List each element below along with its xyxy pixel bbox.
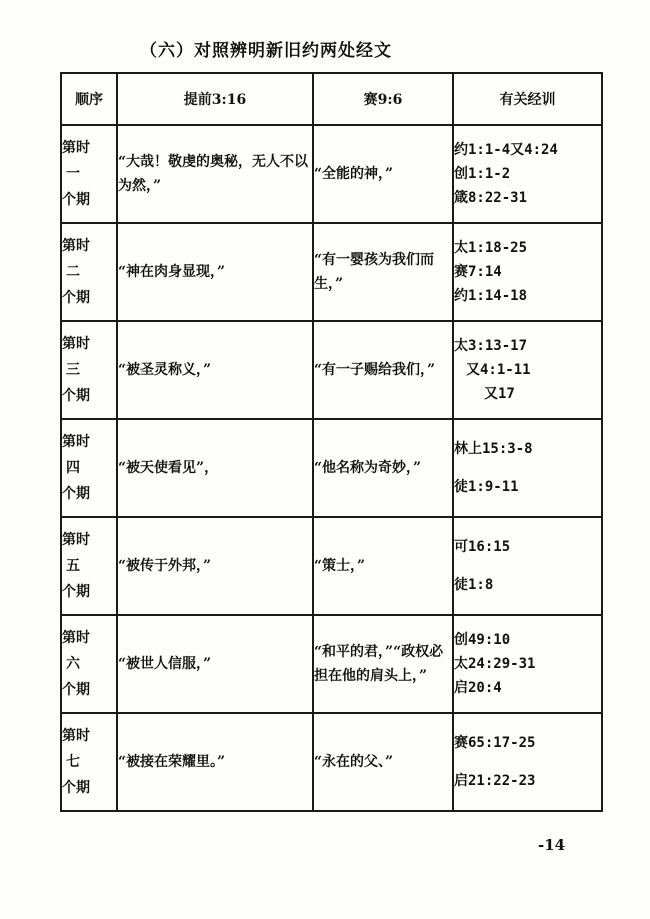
order-line: 第时 xyxy=(62,238,90,254)
order-line: 个期 xyxy=(62,682,90,698)
page-title: （六）对照辨明新旧约两处经文 xyxy=(140,41,392,61)
table-row xyxy=(61,615,602,713)
page-number: -14 xyxy=(538,836,566,854)
order-line: 个期 xyxy=(62,192,90,208)
order-cell xyxy=(61,223,117,321)
isaiah-cell: “他名称为奇妙，” xyxy=(313,419,453,517)
timothy-cell: “被天使看见”， xyxy=(117,419,313,517)
comparison-table xyxy=(60,72,603,812)
order-line: 个期 xyxy=(62,388,90,404)
ref-line: 约1:1-4又4:24 xyxy=(454,142,558,158)
header-refs: 有关经训 xyxy=(453,73,602,125)
table-row xyxy=(61,125,602,223)
header-order: 顺序 xyxy=(61,73,117,125)
ref-line: 赛65:17-25 xyxy=(454,735,536,751)
table-row xyxy=(61,321,602,419)
header-timothy: 提前3:16 xyxy=(117,73,313,125)
order-line: 第时 xyxy=(62,630,90,646)
timothy-cell: “被圣灵称义，” xyxy=(117,321,313,419)
order-cell xyxy=(61,321,117,419)
isaiah-cell: “和平的君，”“政权必担在他的肩头上，” xyxy=(313,615,453,713)
order-line: 二 xyxy=(66,264,80,280)
order-line: 第时 xyxy=(62,434,90,450)
order-line: 个期 xyxy=(62,486,90,502)
ref-line: 太24:29-31 xyxy=(454,656,536,672)
order-line: 一 xyxy=(66,166,80,182)
isaiah-cell: “有一婴孩为我们而生，” xyxy=(313,223,453,321)
ref-line: 太1:18-25 xyxy=(454,240,528,256)
order-line: 三 xyxy=(66,362,80,378)
ref-line: 林上15:3-8 xyxy=(454,441,533,457)
table-row xyxy=(61,223,602,321)
table-row xyxy=(61,419,602,517)
header-isaiah: 赛9:6 xyxy=(313,73,453,125)
refs-cell xyxy=(453,321,602,419)
ref-line: 箴8:22-31 xyxy=(454,190,528,206)
order-line: 个期 xyxy=(62,584,90,600)
ref-line: 赛7:14 xyxy=(454,264,502,280)
timothy-cell: “神在肉身显现，” xyxy=(117,223,313,321)
order-line: 个期 xyxy=(62,780,90,796)
isaiah-cell: “有一子赐给我们，” xyxy=(313,321,453,419)
ref-line: 可16:15 xyxy=(454,539,511,555)
table-header-row xyxy=(61,73,602,125)
order-cell xyxy=(61,125,117,223)
order-cell xyxy=(61,419,117,517)
ref-line: 启21:22-23 xyxy=(454,773,536,789)
table-row xyxy=(61,713,602,811)
timothy-cell: “被接在荣耀里。” xyxy=(117,713,313,811)
isaiah-cell: “全能的神，” xyxy=(313,125,453,223)
ref-line: 约1:14-18 xyxy=(454,288,528,304)
isaiah-cell: “永在的父、” xyxy=(313,713,453,811)
ref-line xyxy=(454,755,601,769)
order-line: 第时 xyxy=(62,728,90,744)
ref-line xyxy=(454,559,601,573)
refs-cell xyxy=(453,223,602,321)
order-line: 第时 xyxy=(62,532,90,548)
refs-cell xyxy=(453,125,602,223)
order-line: 四 xyxy=(66,460,80,476)
order-cell xyxy=(61,517,117,615)
timothy-cell: “被传于外邦，” xyxy=(117,517,313,615)
ref-line: 创49:10 xyxy=(454,632,511,648)
order-cell xyxy=(61,713,117,811)
ref-line: 徒1:9-11 xyxy=(454,479,519,495)
ref-line: 太3:13-17 xyxy=(454,338,528,354)
ref-line xyxy=(454,461,601,475)
order-line: 六 xyxy=(66,656,80,672)
timothy-cell: “大哉！敬虔的奥秘，无人不以为然，” xyxy=(117,125,313,223)
refs-cell xyxy=(453,615,602,713)
order-line: 七 xyxy=(66,754,80,770)
ref-line: 又4:1-11 xyxy=(466,362,531,378)
order-line: 第时 xyxy=(62,336,90,352)
order-line: 个期 xyxy=(62,290,90,306)
isaiah-cell: “策士，” xyxy=(313,517,453,615)
refs-cell xyxy=(453,419,602,517)
table-row xyxy=(61,517,602,615)
timothy-cell: “被世人信服，” xyxy=(117,615,313,713)
order-line: 五 xyxy=(66,558,80,574)
ref-line: 启20:4 xyxy=(454,680,502,696)
ref-line: 创1:1-2 xyxy=(454,166,511,182)
order-line: 第时 xyxy=(62,140,90,156)
ref-line: 又17 xyxy=(484,386,515,402)
ref-line: 徒1:8 xyxy=(454,577,494,593)
order-cell xyxy=(61,615,117,713)
refs-cell xyxy=(453,517,602,615)
refs-cell xyxy=(453,713,602,811)
